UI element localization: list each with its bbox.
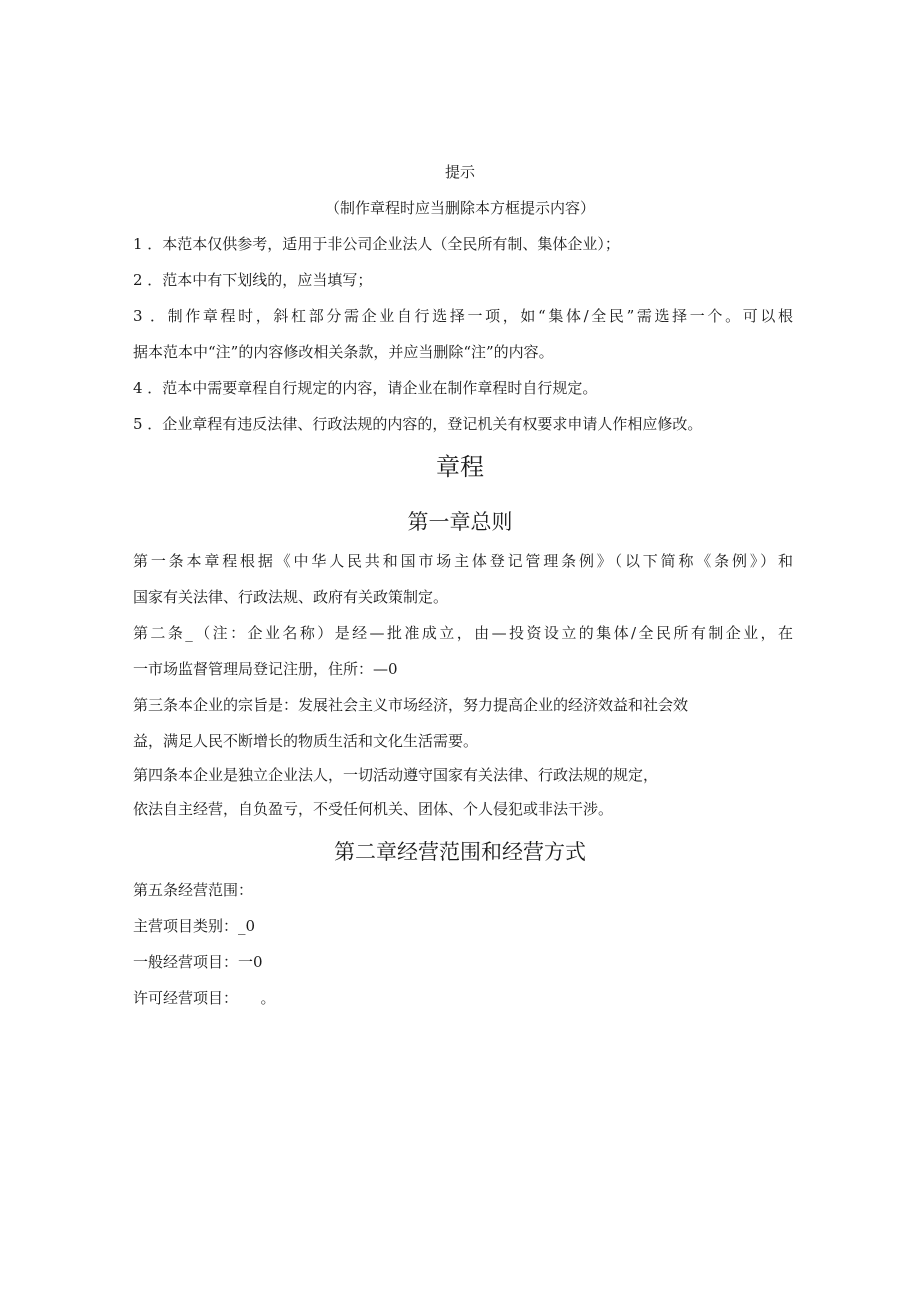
article-line: 第五条经营范围：: [133, 881, 254, 899]
notice-item: 3 ．制作章程时，斜杠部分需企业自行选择一项，如“集体/全民”需选择一个。可以根: [133, 307, 793, 325]
article-line: 主营项目类别：_0: [133, 917, 256, 935]
notice-title: 提示: [444, 163, 475, 181]
article-line: 一市场监督管理局登记注册，住所：—0: [133, 660, 398, 678]
notice-item: 据本范本中“注”的内容修改相关条款，并应当删除“注”的内容。: [133, 343, 554, 361]
document-title: 章程: [436, 453, 484, 481]
article-line: 益，满足人民不断增长的物质生活和文化生活需要。: [133, 732, 479, 750]
article-line: 许可经营项目： 。: [133, 989, 276, 1007]
chapter-heading: 第一章总则: [407, 510, 513, 534]
article-line: 国家有关法律、行政法规、政府有关政策制定。: [133, 588, 449, 606]
article-line: 第二条_（注：企业名称）是经—批准成立，由—投资设立的集体/全民所有制企业，在: [133, 624, 793, 642]
notice-subtitle: （制作章程时应当删除本方框提示内容）: [324, 199, 595, 217]
chapter-heading: 第二章经营范围和经营方式: [334, 840, 586, 864]
article-line: 第四条本企业是独立企业法人，一切活动遵守国家有关法律、行政法规的规定，: [133, 766, 659, 784]
article-line: 第一条本章程根据《中华人民共和国市场主体登记管理条例》（以下简称《条例》）和: [133, 552, 793, 570]
notice-item: 1 ．本范本仅供参考，适用于非公司企业法人（全民所有制、集体企业）；: [133, 235, 620, 253]
article-line: 第三条本企业的宗旨是：发展社会主义市场经济，努力提高企业的经济效益和社会效: [133, 696, 689, 714]
notice-item: 4 ．范本中需要章程自行规定的内容，请企业在制作章程时自行规定。: [133, 379, 598, 397]
notice-item: 2 ．范本中有下划线的，应当填写；: [133, 271, 373, 289]
article-line: 一般经营项目：一0: [133, 953, 263, 971]
article-line: 依法自主经营，自负盈亏，不受任何机关、团体、个人侵犯或非法干涉。: [133, 800, 614, 818]
notice-item: 5 ．企业章程有违反法律、行政法规的内容的，登记机关有权要求申请人作相应修改。: [133, 415, 703, 433]
